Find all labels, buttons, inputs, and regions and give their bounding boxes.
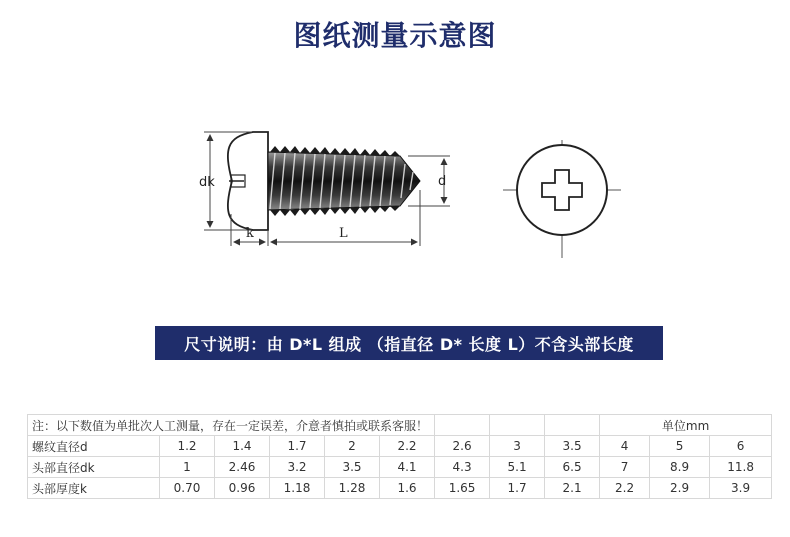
table-cell: 3.5: [325, 457, 380, 478]
table-cell: 8.9: [650, 457, 710, 478]
table-cell: 3.5: [545, 436, 600, 457]
table-cell: 2.2: [600, 478, 650, 499]
table-cell: 6.5: [545, 457, 600, 478]
table-cell: 2.2: [380, 436, 435, 457]
table-cell: 6: [710, 436, 772, 457]
table-cell: 0.96: [215, 478, 270, 499]
table-cell: 1: [160, 457, 215, 478]
page-title: 图纸测量示意图: [293, 19, 497, 52]
table-cell: 4.1: [380, 457, 435, 478]
row-label: 螺纹直径d: [28, 436, 160, 457]
table-unit: 单位mm: [600, 415, 772, 436]
k-label: k: [246, 226, 254, 241]
table-cell: 11.8: [710, 457, 772, 478]
table-cell: 0.70: [160, 478, 215, 499]
dimension-explanation-banner: 尺寸说明：由 D*L 组成 （指直径 D* 长度 L）不含头部长度: [155, 326, 663, 360]
screw-shaft: [268, 146, 420, 216]
spec-table: [27, 414, 772, 499]
table-cell: 1.6: [380, 478, 435, 499]
table-cell: 4.3: [435, 457, 490, 478]
table-cell: 2.1: [545, 478, 600, 499]
table-cell: 2.46: [215, 457, 270, 478]
table-row: [28, 436, 772, 457]
table-note: 注：以下数值为单批次人工测量，存在一定误差，介意者慎拍或联系客服！: [28, 415, 435, 436]
table-cell: 3.9: [710, 478, 772, 499]
table-cell: 5: [650, 436, 710, 457]
table-cell: 2: [325, 436, 380, 457]
table-cell: 1.2: [160, 436, 215, 457]
table-cell: 1.65: [435, 478, 490, 499]
table-cell: 3.2: [270, 457, 325, 478]
table-cell: 2.9: [650, 478, 710, 499]
table-cell: 4: [600, 436, 650, 457]
table-cell: 1.7: [490, 478, 545, 499]
table-cell: 1.18: [270, 478, 325, 499]
table-cell: 7: [600, 457, 650, 478]
table-cell: 1.28: [325, 478, 380, 499]
table-row: [28, 478, 772, 499]
table-cell: 5.1: [490, 457, 545, 478]
row-label: 头部厚度k: [28, 478, 160, 499]
table-cell: 3: [490, 436, 545, 457]
screw-head-side: [228, 132, 268, 230]
d-label: d: [438, 174, 447, 189]
table-cell: 2.6: [435, 436, 490, 457]
table-cell: 1.4: [215, 436, 270, 457]
L-label: L: [339, 226, 348, 241]
table-row: [28, 457, 772, 478]
screw-head-top-view: [503, 140, 621, 258]
dk-label: dk: [199, 175, 215, 190]
table-note-row: [28, 415, 772, 436]
table-cell: 1.7: [270, 436, 325, 457]
row-label: 头部直径dk: [28, 457, 160, 478]
